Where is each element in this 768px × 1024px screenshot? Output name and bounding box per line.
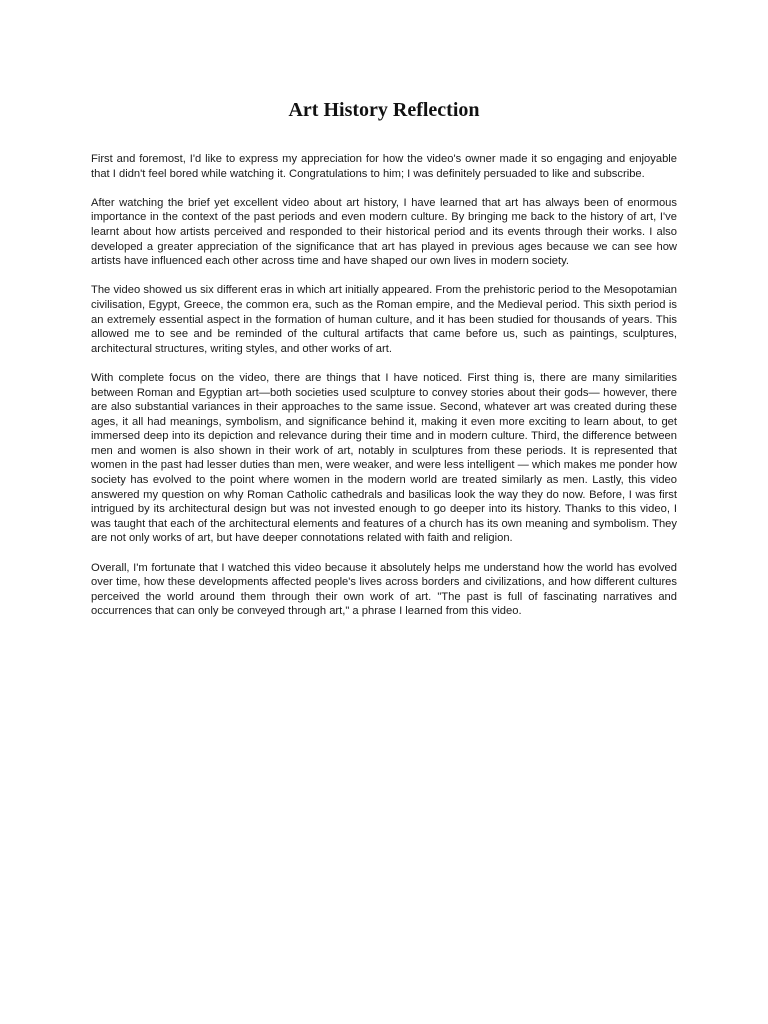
- document-body: [91, 152, 677, 634]
- paragraph-2: After watching the brief yet excellent video about art history, I have learned that art has always been of enormous importance in the context of the past periods and even modern culture. By bringing me back to the history of art, I've learnt about how artists perceived and responded to their historical period and its events through their works. I also developed a greater appreciation of the significance that art has played in previous ages because we can see how artists have influenced each other across time and have shaped our own lives in modern society.: [91, 196, 677, 268]
- document-title: Art History Reflection: [288, 99, 480, 121]
- paragraph-4: With complete focus on the video, there are things that I have noticed. First thing is, there are many similarities between Roman and Egyptian art—both societies used sculpture to convey stories about their gods— however, there are also substantial variances in their approaches to the same issue. Second, whatever art was created during these ages, it all had meanings, symbolism, and significance behind it, making it even more exciting to learn about, to get immersed deep into its depiction and relevance during their time and in modern culture. Third, the difference between men and women is also shown in their work of art, notably in sculptures from these periods. It is represented that women in the past had lesser duties than men, were weaker, and were less intelligent — which makes me ponder how society has evolved to the point where women in the modern world are treated similarly as men. Lastly, this video answered my question on why Roman Catholic cathedrals and basilicas look the way they do now. Before, I was first intrigued by its architectural design but was not invested enough to go deeper into its history. Thanks to this video, I was taught that each of the architectural elements and features of a church has its own meaning and symbolism. They are not only works of art, but have deeper connotations related with faith and religion.: [91, 371, 677, 545]
- paragraph-1: First and foremost, I'd like to express my appreciation for how the video's owner made it so engaging and enjoyable that I didn't feel bored while watching it. Congratulations to him; I was definitely persuaded to like and subscribe.: [91, 153, 677, 180]
- paragraph-3: The video showed us six different eras in which art initially appeared. From the prehistoric period to the Mesopotamian civilisation, Egypt, Greece, the common era, such as the Roman empire, and the Medieval period. This sixth period is an extremely essential aspect in the formation of human culture, and it has been studied for thousands of years. This allowed me to see and be reminded of the cultural artifacts that came before us, such as paintings, sculptures, architectural structures, writing styles, and other works of art.: [91, 284, 677, 355]
- paragraph-5: Overall, I'm fortunate that I watched this video because it absolutely helps me understand how the world has evolved over time, how these developments affected people's lives across borders and civilizations, and how different cultures perceived the world around them through their own work of art. "The past is full of fascinating narratives and occurrences that can only be conveyed through art," a phrase I learned from this video.: [91, 561, 677, 618]
